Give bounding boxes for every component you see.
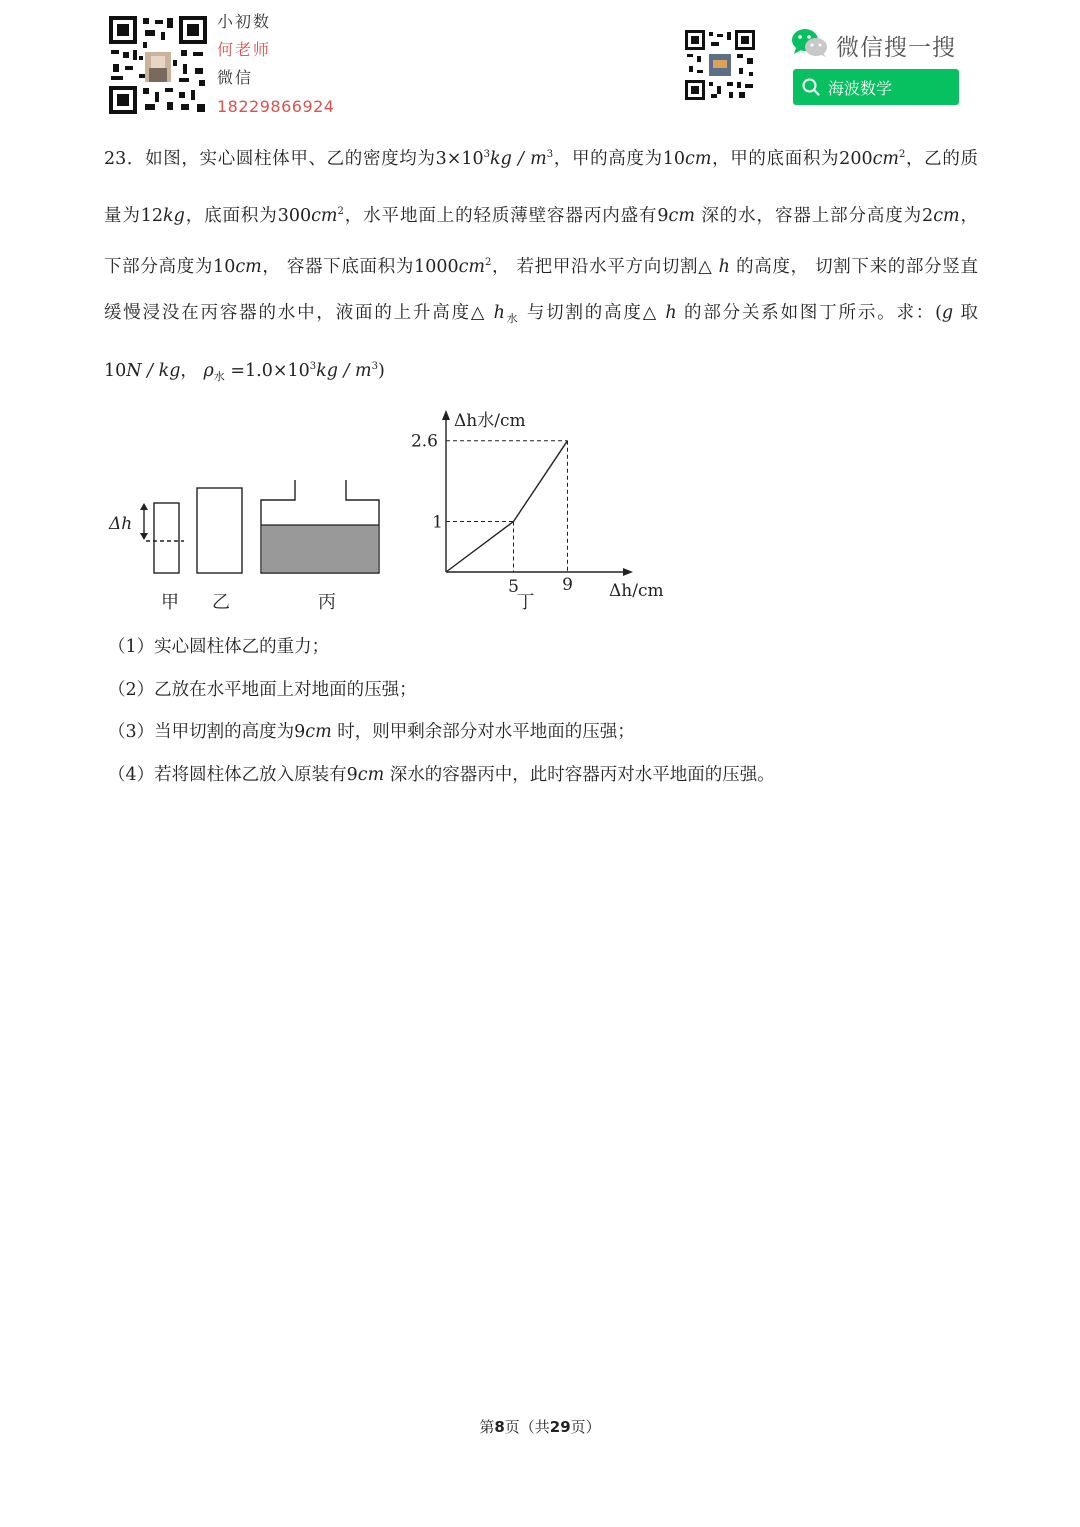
problem-figure <box>100 400 700 620</box>
problem-line-1: 23．如图，实心圆柱体甲、乙的密度均为$3\times 10^3kg / m^3$，甲的高度为10cm，甲的底面积为$200cm^2$，乙的质 <box>104 149 978 169</box>
page-footer: 第8页（共29页） <box>479 1418 601 1436</box>
dh-label: Δh <box>109 514 133 534</box>
cylinder-jia <box>154 503 179 573</box>
y-tick-1: 2.6 <box>410 431 438 452</box>
x-tick-2: 9 <box>562 575 573 595</box>
label-yi: 乙 <box>212 592 230 613</box>
label-bing: 丙 <box>318 592 336 613</box>
question-1: （1）实心圆柱体乙的重力； <box>108 637 330 657</box>
problem-line-4: 缓慢浸没在丙容器的水中，液面的上升高度△ $h_水$ 与切割的高度△ h 的部分关系如图丁所示。求：(g 取 <box>104 303 978 325</box>
x-axis-arrow <box>623 568 633 576</box>
question-2: （2）乙放在水平地面上对地面的压强； <box>108 680 417 700</box>
label-ding: 丁 <box>516 592 535 613</box>
x-tick-1: 5 <box>508 577 519 597</box>
problem-line-3: 下部分高度为10cm， 容器下底面积为$1000cm^2$， 若把甲沿水平方向切割△ h 的高度， 切割下来的部分竖直 <box>104 257 978 277</box>
wechat-icon <box>791 28 829 58</box>
chart-graph <box>411 410 664 613</box>
qr-code-right <box>685 30 755 100</box>
contact-phone: 18229866924 <box>217 97 335 116</box>
wechat-search-button[interactable] <box>793 69 959 105</box>
container-water <box>262 525 378 572</box>
y-tick-2: 1 <box>432 512 443 533</box>
x-axis-label: Δh/cm <box>609 581 664 601</box>
qr-code-left <box>109 16 207 114</box>
contact-line-2: 何老师 <box>217 40 272 59</box>
contact-line-3: 微信 <box>217 68 254 87</box>
wechat-search-title: 微信搜一搜 <box>836 35 956 61</box>
cylinder-yi <box>197 488 242 573</box>
label-jia: 甲 <box>161 592 179 613</box>
y-axis-label: Δh水/cm <box>454 411 526 431</box>
problem-line-5: 10N / kg， $\rho_水 =1.0\times 10^3kg / m^3$) <box>104 361 385 383</box>
wechat-search-label: 海波数学 <box>828 78 893 98</box>
question-3: （3）当甲切割的高度为9cm 时，则甲剩余部分对水平地面的压强； <box>108 722 635 742</box>
contact-line-1: 小初数 <box>217 12 272 31</box>
series-line <box>446 441 568 572</box>
search-icon <box>802 78 820 96</box>
y-axis-arrow <box>442 410 450 420</box>
question-4: （4）若将圆柱体乙放入原装有9cm 深水的容器丙中，此时容器丙对水平地面的压强。 <box>108 765 775 785</box>
problem-line-2: 量为12kg，底面积为$300cm^2$，水平地面上的轻质薄壁容器丙内盛有9cm 深的水，容器上部分高度为2cm， <box>104 206 978 226</box>
